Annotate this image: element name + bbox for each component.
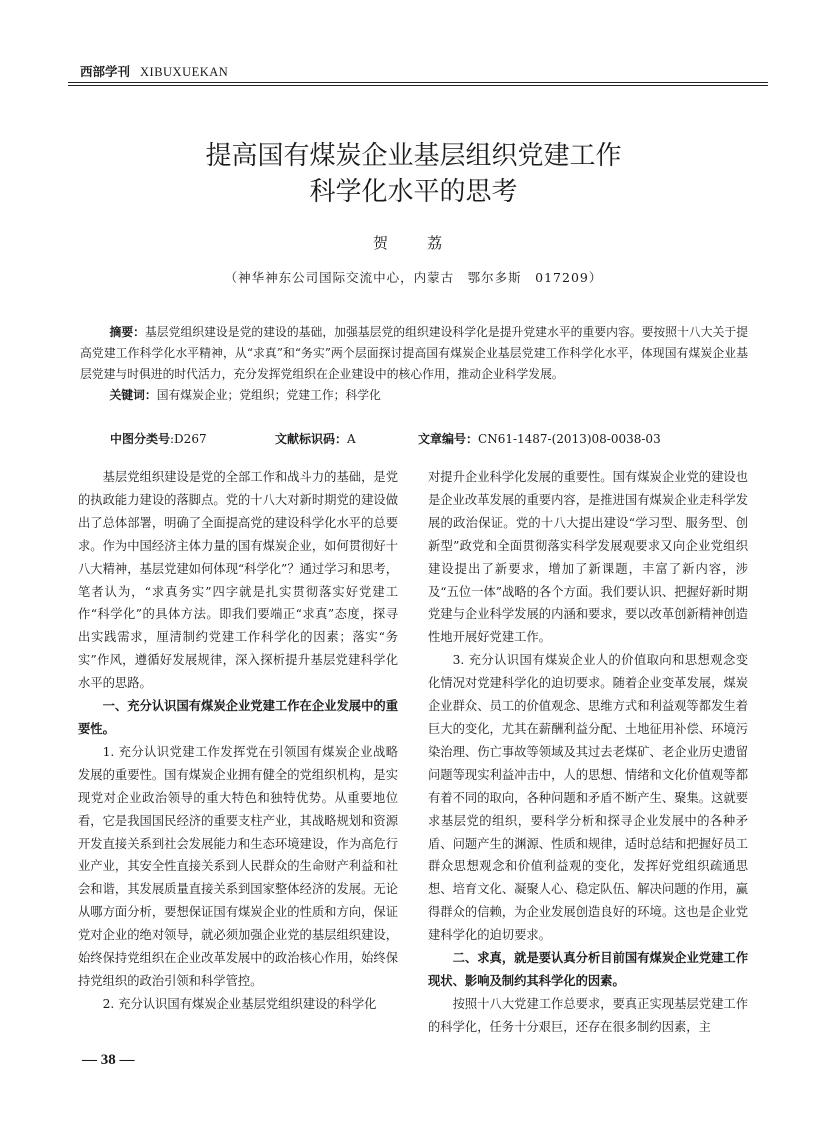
paragraph: 1. 充分认识党建工作发挥党在引领国有煤炭企业战略发展的重要性。国有煤炭企业拥有健全的党组织机构，是实现党对企业政治领导的重大特色和独特优势。从重要地位看，它是我国国民经济的重要支柱产业，其战略规划和资源开发直接关系到社会发展能力和生态环境建设，作为高危行业产业，其安全性直接关系到人民群众的生命财产利益和社会和谐，其发展质量直接关系到国家整体经济的发展。无论从哪方面分析，要想保证国有煤炭企业的性质和方向，保证党对企业的绝对领导，就必须加强企业党的基层组织建设，始终保持党组织在企业改革发展中的政治核心作用，始终保持党组织的政治引领和科学管控。 — [78, 744, 398, 988]
keywords-label: 关键词： — [109, 388, 157, 402]
right-column — [428, 466, 748, 1039]
doc-label: 文献标识码： — [275, 432, 348, 446]
affiliation: （神华神东公司国际交流中心，内蒙古 鄂尔多斯 017209） — [224, 270, 603, 285]
document-code — [275, 430, 356, 447]
paragraph: 对提升企业科学化发展的重要性。国有煤炭企业党的建设也是企业改革发展的重要内容，是推进国有煤炭企业走科学发展的政治保证。党的十八大提出建设“学习型、服务型、创新型”政党和全面贯彻落实科学发展观要求又向企业党组织建设提出了新要求，增加了新课题，丰富了新内容，涉及“五位一体”战略的各个方面。我们要认识、把握好新时期党建与企业科学发展的内涵和要求，要以改革创新精神创造性地开展好党建工作。 — [428, 470, 748, 645]
page-number: — 38 — — [82, 1052, 135, 1068]
clc-code — [110, 430, 207, 447]
paragraph: 2. 充分认识国有煤炭企业基层党组织建设的科学化 — [102, 996, 377, 1011]
section-heading: 二、求真，就是要认真分析目前国有煤炭企业党建工作现状、影响及制约其科学化的因素。 — [428, 951, 748, 988]
section-heading: 一、充分认识国有煤炭企业党建工作在企业发展中的重要性。 — [78, 699, 398, 736]
title-line-2: 科学化水平的思考 — [309, 177, 518, 207]
paragraph: 基层党组织建设是党的全部工作和战斗力的基础，是党的执政能力建设的落脚点。党的十八大对新时期党的建设做出了总体部署，明确了全面提高党的建设科学化水平的总要求。作为中国经济主体力量的国有煤炭企业，如何贯彻好十八大精神，基层党建如何体现“科学化”？通过学习和思考，笔者认为，“求真务实”四字就是扎实贯彻落实好党建工作“科学化”的具体方法。即我们要端正“求真”态度，探寻出实践需求，厘清制约党建工作科学化的因素；落实“务实”作风，遵循好发展规律，深入探析提升基层党建科学化水平的思路。 — [78, 470, 398, 691]
clc-value: :D267 — [170, 432, 207, 446]
doc-value: A — [347, 432, 356, 446]
header-rule — [68, 82, 768, 83]
title-line-1: 提高国有煤炭企业基层组织党建工作 — [205, 141, 622, 171]
journal-pinyin: XIBUXUEKAN — [140, 65, 229, 79]
abstract — [80, 322, 748, 406]
left-column — [78, 466, 398, 1016]
journal-title: 西部学刊 — [80, 64, 131, 79]
paragraph: 3. 充分认识国有煤炭企业人的价值取向和思想观念变化情况对党建科学化的迫切要求。随着企业变革发展，煤炭企业群众、员工的价值观念、思维方式和利益观等都发生着巨大的变化，尤其在薪酬利益分配、土地征用补偿、环境污染治理、伤亡事故等领域及其过去老煤矿、老企业历史遗留问题等现实利益冲击中，人的思想、情绪和文化价值观等都有着不同的取向，各种问题和矛盾不断产生、聚集。这就要求基层党的组织，要科学分析和探寻企业发展中的各种矛盾、问题产生的渊源、性质和规律，适时总结和把握好员工群众思想观念和价值利益观的变化，发挥好党组织疏通思想、培育文化、凝聚人心、稳定队伍、解决问题的作用，赢得群众的信赖，为企业发展创造良好的环境。这也是企业党建科学化的迫切要求。 — [428, 653, 748, 943]
article-no-label: 文章编号： — [418, 432, 479, 446]
article-title — [0, 138, 827, 210]
article-no-value: CN61-1487-(2013)08-0038-03 — [478, 432, 661, 446]
keywords: 国有煤炭企业；党组织；党建工作；科学化 — [156, 388, 381, 402]
clc-label: 中图分类号 — [110, 432, 171, 446]
author: 贺 荔 — [372, 234, 454, 252]
paragraph: 按照十八大党建工作总要求，要真正实现基层党建工作的科学化，任务十分艰巨，还存在很多制约因素，主 — [428, 996, 748, 1034]
running-header — [80, 62, 228, 80]
header-rule-thin — [68, 85, 768, 86]
article-number — [418, 430, 661, 447]
abstract-text: 基层党组织建设是党的建设的基础，加强基层党的组织建设科学化是提升党建水平的重要内容。要按照十八大关于提高党建工作科学化水平精神，从“求真”和“务实”两个层面探讨提高国有煤炭企业基层党建工作科学化水平，体现国有煤炭企业基层党建与时俱进的时代活力，充分发挥党组织在企业建设中的核心作用，推动企业科学发展。 — [80, 325, 748, 381]
abstract-label: 摘要： — [109, 325, 145, 339]
